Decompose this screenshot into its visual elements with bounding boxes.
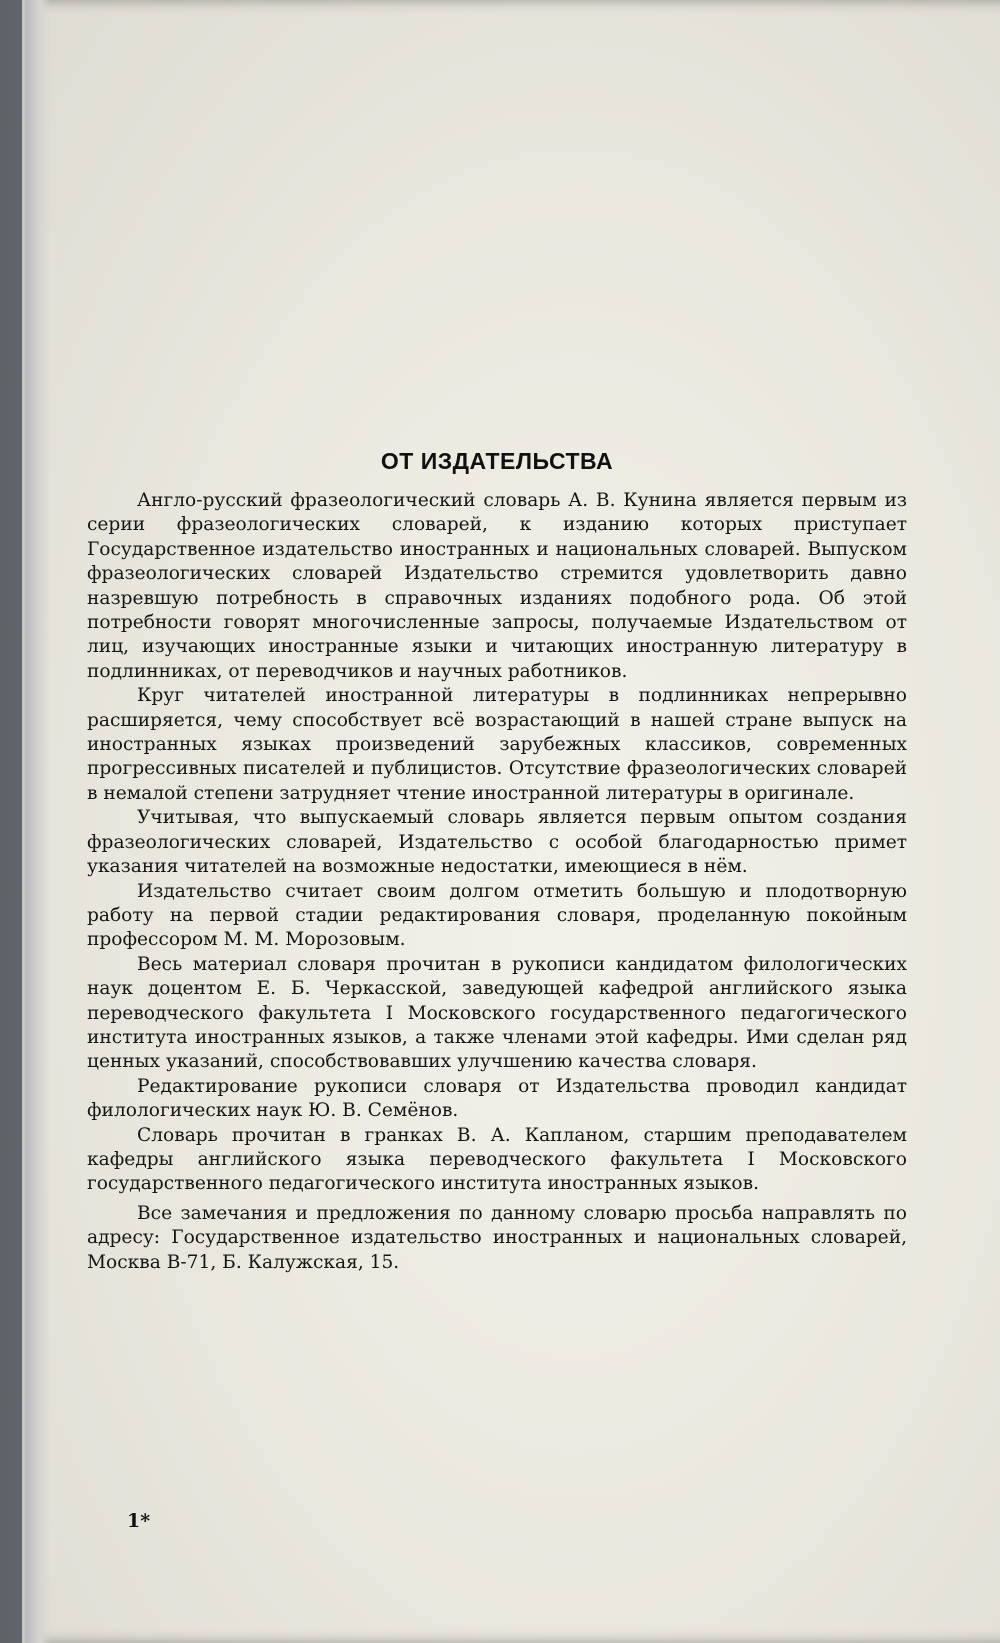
page-content xyxy=(87,448,907,1275)
paragraph-1: Англо-русский фразеологический словарь А. В. Кунина является первым из серии фразеологических словарей, к изданию которых приступает Государственное издательство иностранных и национальных словарей. Выпуском фразеологических словарей Издательство стремится удовлетворить давно назревшую потребность в справочных изданиях подобного рода. Об этой потребности говорят многочисленные запросы, получаемые Издательством от лиц, изучающих иностранные языки и читающих иностранную литературу в подлинниках, от переводчиков и научных работников. xyxy=(87,490,907,682)
paragraph-4: Издательство считает своим долгом отметить большую и плодотворную работу на первой стадии редактирования словаря, проделанную покойным профессором М. М. Морозовым. xyxy=(87,880,907,951)
book-page xyxy=(22,0,1000,1643)
paragraph-3: Учитывая, что выпускаемый словарь является первым опытом создания фразеологических словарей, Издательство с особой благодарностью примет указания читателей на возможные недостатки, имеющиеся в нём. xyxy=(87,807,907,878)
paragraph-7: Словарь прочитан в гранках В. А. Капланом, старшим преподавателем кафедры английского языка переводческого факультета I Московского государственного педагогического института иностранных языков. xyxy=(87,1124,907,1195)
paragraph-8: Все замечания и предложения по данному словарю просьба направлять по адресу: Государственное издательство иностранных и национальных словарей, Москва В-71, Б. Калужская, 15. xyxy=(87,1202,907,1273)
page-number: 1* xyxy=(127,1510,151,1532)
page-edge-shadow xyxy=(25,0,51,1643)
paragraph-2: Круг читателей иностранной литературы в подлинниках непрерывно расширяется, чему способствует всё возрастающий в нашей стране выпуск на иностранных языках произведений зарубежных классиков, современных прогрессивных писателей и публицистов. Отсутствие фразеологических словарей в немалой степени затрудняет чтение иностранной литературы в оригинале. xyxy=(87,685,907,804)
page-heading: ОТ ИЗДАТЕЛЬСТВА xyxy=(380,448,614,474)
paragraph-5: Весь материал словаря прочитан в рукописи кандидатом филологических наук доцентом Е. Б. Черкасской, заведующей кафедрой английского языка переводческого факультета I Московского государственного педагогического института иностранных языков, а также членами этой кафедры. Ими сделан ряд ценных указаний, способствовавших улучшению качества словаря. xyxy=(87,953,907,1073)
paragraph-6: Редактирование рукописи словаря от Издательства проводил кандидат филологических наук Ю. В. Семёнов. xyxy=(87,1075,907,1122)
